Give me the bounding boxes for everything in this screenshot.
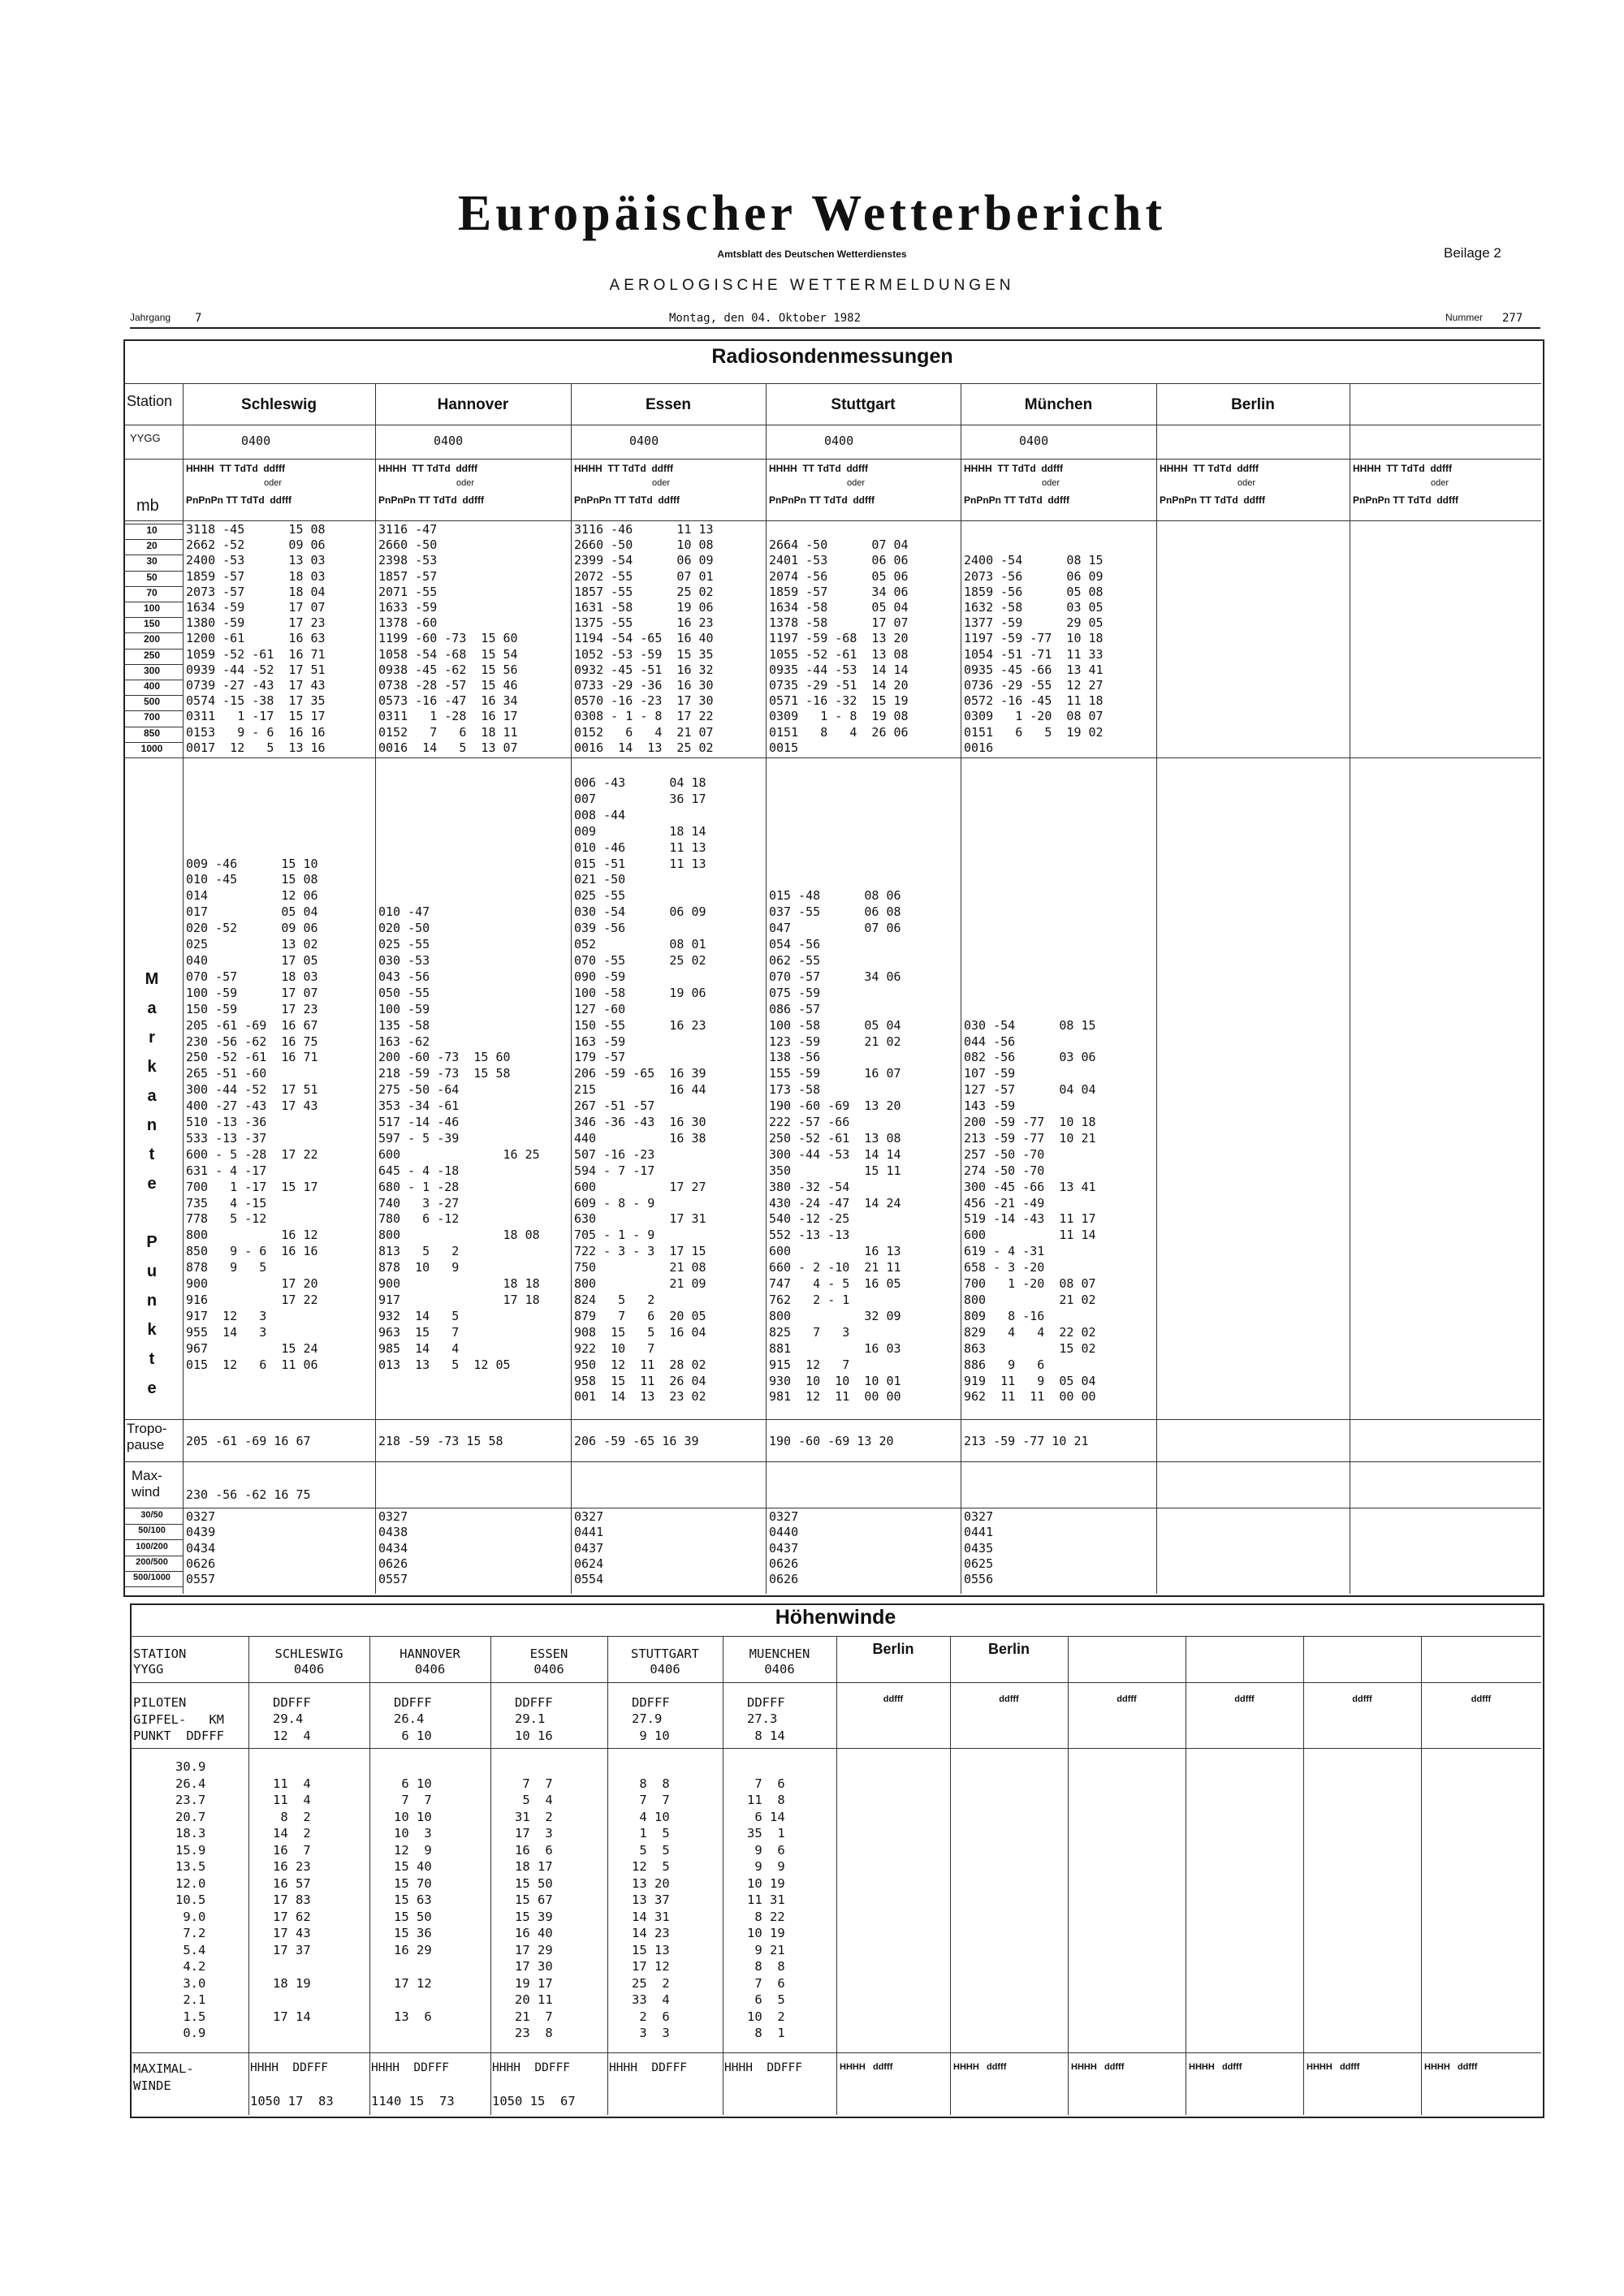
column-oder: oder [1042,478,1060,488]
col-line [1156,383,1157,1594]
column-oder: oder [264,478,283,488]
issue-line [130,312,1540,329]
gipfel-value: 27.3 8 14 [747,1711,785,1743]
column-head: PnPnPn TT TdTd ddfff [1353,494,1458,506]
level-label: 200 [143,633,161,645]
col-line [607,1636,608,2115]
tropopause-value: 206 -59 -65 16 39 [574,1434,699,1448]
max-head: HHHH DDFFF [250,2061,329,2074]
layer-value: 0327 [964,1509,994,1524]
col-line [836,1636,837,2115]
level-label: 100 [143,602,161,614]
std-data: 3116 -46 11 13 2660 -50 10 08 2399 -54 06 09 2072 -55 07 01 1857 -55 25 02 1631 -58 19 06 1375 -55 16 23 1194 -54 -65 16 40 1052 -53 -59 15 35 0932 -45 -51 16 32 0733 -29 -36 16 30 0570 -16 -23 17 30 0308 - 1 - 8 17 22 0152 6 4 21 07 0016 14 13 25 02 [574,522,714,755]
yygg-label: YYGG [130,432,161,444]
hw-station: ESSEN [529,1646,568,1661]
ddfff-head: ddfff [1471,1694,1492,1704]
column-head: HHHH TT TdTd ddfff [574,463,673,474]
level-label: 30 [146,555,158,568]
layer-line [123,1586,183,1587]
row-line [130,1748,1541,1749]
layer-value: 0626 [378,1556,408,1571]
gipfel-value: 29.1 10 16 [515,1711,553,1743]
col-line [375,383,376,1594]
tropopause-value: 218 -59 -73 15 58 [378,1434,503,1448]
wind-column: 6 10 7 7 10 10 10 3 12 9 15 40 15 70 15 63 15 50 15 36 16 29 17 12 13 6 [394,1776,432,2024]
col-line [490,1636,491,2115]
hw-time: 0406 [414,1662,446,1677]
max-head-small: HHHH ddfff [953,2062,1007,2072]
station-name: München [1024,396,1093,413]
column-head: PnPnPn TT TdTd ddfff [186,494,292,506]
std-data: 2400 -54 08 15 2073 -56 06 09 1859 -56 05 08 1632 -58 03 05 1377 -59 29 05 1197 -59 -77 10 18 1054 -51 -71 11 33 0935 -45 -66 13 41 0736 -29 -55 12 27 0572 -16 -45 11 18 0309 1 -20 08 07 0151 6 5 19 02 0016 [964,553,1104,755]
subtitle: Amtsblatt des Deutschen Wetterdienstes [717,248,907,260]
sounding-time: 0400 [241,434,271,448]
column-head: HHHH TT TdTd ddfff [378,463,477,474]
row-line [123,757,1541,758]
dd-head: DDFFF [273,1695,311,1710]
sounding-time: 0400 [629,434,659,448]
col-line [183,383,184,1594]
layer-line [123,1571,183,1572]
hw-station: MUENCHEN [749,1646,810,1661]
layer-line [123,1539,183,1540]
wind-column: 7 7 5 4 31 2 17 3 16 6 18 17 15 50 15 67 15 39 16 40 17 29 17 30 19 17 20 11 21 7 23 8 [515,1776,553,2040]
col-line [1421,1636,1422,2115]
level-label: 10 [146,524,158,536]
layer-value: 0626 [186,1556,216,1571]
column-head: HHHH TT TdTd ddfff [186,463,285,474]
layer-label: 30/50 [140,1510,163,1520]
tropopause-value: 190 -60 -69 13 20 [769,1434,894,1448]
sig-data: 030 -54 08 15 044 -56 082 -56 03 06 107 -59 127 -57 04 04 143 -59 200 -59 -77 10 18 213 -59 -77 10 21 257 -50 -70 274 -50 -70 300 -45 -66 13 41 456 -21 -49 519 -14 -43 11 17 600 11 14 619 - 4 -31 658 - 3 -20 700 1 -20 08 07 800 21 02 809 8 -16 829 4 4 22 02 863 15 02 886 9 6 919 11 9 05 04 962 11 11 00 00 [964,1017,1096,1405]
jahrgang-label: Jahrgang [130,312,171,323]
sig-data: 015 -48 08 06 037 -55 06 08 047 07 06 054 -56 062 -55 070 -57 34 06 075 -59 086 -57 100 -58 05 04 123 -59 21 02 138 -56 155 -59 16 07 173 -58 190 -60 -69 13 20 222 -57 -66 250 -52 -61 13 08 300 -44 -53 14 14 350 15 11 380 -32 -54 430 -24 -47 14 24 540 -12 -25 552 -13 -13 600 16 13 660 - 2 -10 21 11 747 4 - 5 16 05 762 2 - 1 800 32 09 825 7 3 881 16 03 915 12 7 930 10 10 10 01 981 12 11 00 00 [769,888,901,1405]
layer-value: 0437 [574,1540,604,1556]
nummer-value: 277 [1502,312,1523,325]
level-label: 70 [146,586,158,598]
gipfel-value: 26.4 6 10 [394,1711,432,1743]
layer-label: 100/200 [136,1541,168,1552]
station-name: Hannover [437,396,509,413]
layer-value: 0434 [378,1540,408,1556]
col-line [950,1636,951,2115]
hw-time: 0406 [650,1662,680,1677]
sounding-time: 0400 [434,434,464,448]
radiosonde-title: Radiosondenmessungen [711,345,953,368]
station-name: Schleswig [241,396,317,413]
hw-station: SCHLESWIG [274,1646,343,1661]
max-head-small: HHHH ddfff [1071,2062,1125,2072]
column-head: PnPnPn TT TdTd ddfff [769,494,875,506]
tropopause-value: 213 -59 -77 10 21 [964,1434,1089,1448]
layer-value: 0557 [378,1572,408,1587]
layer-value: 0438 [378,1525,408,1540]
level-label: 500 [143,696,161,708]
column-head: HHHH TT TdTd ddfff [769,463,868,474]
max-head: HHHH DDFFF [609,2061,688,2074]
layer-value: 0441 [574,1525,604,1540]
layer-value: 0327 [186,1509,216,1524]
dd-head: DDFFF [747,1695,785,1710]
maximalwinde-label: MAXIMAL- WINDE [133,2061,194,2093]
sig-data: 009 -46 15 10 010 -45 15 08 014 12 06 017 05 04 020 -52 09 06 025 13 02 040 17 05 070 -57 18 03 100 -59 17 07 150 -59 17 23 205 -61 -69 16 67 230 -56 -62 16 75 250 -52 -61 16 71 265 -51 -60 300 -44 -52 17 51 400 -27 -43 17 43 510 -13 -36 533 -13 -37 600 - 5 -28 17 22 631 - 4 -17 700 1 -17 15 17 735 4 -15 778 5 -12 800 16 12 850 9 - 6 16 16 878 9 5 900 17 20 916 17 22 917 12 3 955 14 3 967 15 24 015 12 6 11 06 [186,856,318,1372]
max-head: HHHH DDFFF [492,2061,571,2074]
hw-time: 0406 [764,1662,795,1677]
nummer-label: Nummer [1445,312,1484,323]
dd-head: DDFFF [515,1695,553,1710]
std-data: 3118 -45 15 08 2662 -52 09 06 2400 -53 13 03 1859 -57 18 03 2073 -57 18 04 1634 -59 17 07 1380 -59 17 23 1200 -61 16 63 1059 -52 -61 16 71 0939 -44 -52 17 51 0739 -27 -43 17 43 0574 -15 -38 17 35 0311 1 -17 15 17 0153 9 - 6 16 16 0017 12 5 13 16 [186,522,326,755]
ddfff-head: ddfff [1352,1694,1372,1704]
row-line [130,2052,1541,2053]
dd-head: DDFFF [632,1695,670,1710]
layer-label: 50/100 [138,1526,166,1536]
piloten-label: PILOTEN GIPFEL- KM PUNKT DDFFF [133,1695,224,1743]
layer-value: 0557 [186,1572,216,1587]
level-label: 700 [143,711,161,723]
max-value: 1050 17 83 [250,2094,334,2108]
layer-value: 0441 [964,1525,994,1540]
column-head: HHHH TT TdTd ddfff [1160,463,1259,474]
col-line [1303,1636,1304,2115]
hw-station-label: STATION [133,1646,187,1661]
hw-extra-station: Berlin [872,1641,914,1657]
ddfff-head: ddfff [1234,1694,1255,1704]
hw-station: HANNOVER [400,1646,460,1661]
column-oder: oder [1237,478,1256,488]
gipfel-value: 29.4 12 4 [273,1711,311,1743]
column-head: PnPnPn TT TdTd ddfff [1160,494,1265,506]
hw-extra-station: Berlin [987,1641,1030,1657]
max-value: 1140 15 73 [371,2094,455,2108]
wind-column: 8 8 7 7 4 10 1 5 5 5 12 5 13 20 13 37 14 31 14 23 15 13 17 12 25 2 33 4 2 6 3 3 [632,1776,670,2040]
layer-value: 0626 [769,1556,799,1571]
column-oder: oder [652,478,671,488]
maxwind-label: Max- wind [132,1468,162,1500]
level-label: 400 [143,680,161,692]
rule [130,1636,1541,1637]
max-head-small: HHHH ddfff [1424,2062,1478,2072]
col-line [248,1636,249,2115]
ddfff-head: ddfff [883,1694,904,1704]
max-head-small: HHHH ddfff [1189,2062,1242,2072]
row-line [123,459,1541,460]
layer-line [123,1524,183,1525]
station-name: Stuttgart [831,396,896,413]
row-line [123,1419,1541,1420]
layer-value: 0434 [186,1540,216,1556]
row-line [123,520,1541,521]
column-head: HHHH TT TdTd ddfff [1353,463,1452,474]
max-head: HHHH DDFFF [724,2061,803,2074]
level-label: 20 [146,540,158,552]
std-data: 3116 -47 2660 -50 2398 -53 1857 -57 2071 -55 1633 -59 1378 -60 1199 -60 -73 15 60 1058 -54 -68 15 54 0938 -45 -62 15 56 0738 -28 -57 15 46 0573 -16 -47 16 34 0311 1 -28 16 17 0152 7 6 18 11 0016 14 5 13 07 [378,522,518,755]
row-line [123,1461,1541,1462]
layer-label: 500/1000 [133,1573,171,1583]
beilage-label: Beilage 2 [1444,245,1501,261]
layer-value: 0439 [186,1525,216,1540]
jahrgang-value: 7 [195,312,202,325]
layer-value: 0435 [964,1540,994,1556]
level-label: 50 [146,571,158,583]
max-head: HHHH DDFFF [371,2061,450,2074]
level-label: 850 [143,727,161,739]
hw-yygg-label: YYGG [133,1662,164,1677]
column-head: PnPnPn TT TdTd ddfff [964,494,1069,506]
issue-date: Montag, den 04. Oktober 1982 [669,312,862,325]
hw-time: 0406 [533,1662,564,1677]
layer-value: 0556 [964,1572,994,1587]
max-head-small: HHHH ddfff [1307,2062,1360,2072]
tropopause-label: Tropo- pause [127,1421,167,1452]
mb-label: mb [136,497,159,515]
level-label: 300 [143,664,161,676]
column-head: PnPnPn TT TdTd ddfff [378,494,484,506]
layer-value: 0327 [769,1509,799,1524]
sig-data: 006 -43 04 18 007 36 17 008 -44 009 18 14 010 -46 11 13 015 -51 11 13 021 -50 025 -55 030 -54 06 09 039 -56 052 08 01 070 -55 25 02 090 -59 100 -58 19 06 127 -60 150 -55 16 23 163 -59 179 -57 206 -59 -65 16 39 215 16 44 267 -51 -57 346 -36 -43 16 30 440 16 38 507 -16 -23 594 - 7 -17 600 17 27 609 - 8 - 9 630 17 31 705 - 1 - 9 722 - 3 - 3 17 15 750 21 08 800 21 09 824 5 2 879 7 6 20 05 908 15 5 16 04 922 10 7 950 12 11 28 02 958 15 11 26 04 001 14 13 23 02 [574,775,706,1405]
hoehenwinde-title: Höhenwinde [775,1606,896,1629]
rule [123,383,1541,384]
col-line [369,1636,370,2115]
station-name: Essen [646,396,691,413]
std-data: 2664 -50 07 04 2401 -53 06 06 2074 -56 05 06 1859 -57 34 06 1634 -58 05 04 1378 -58 17 07 1197 -59 -68 13 20 1055 -52 -61 13 08 0935 -44 -53 14 14 0735 -29 -51 14 20 0571 -16 -32 15 19 0309 1 - 8 19 08 0151 8 4 26 06 0015 [769,537,909,755]
max-head-small: HHHH ddfff [840,2062,893,2072]
height-column: 30.9 26.4 23.7 20.7 18.3 15.9 13.5 12.0 10.5 9.0 7.2 5.4 4.2 3.0 2.1 1.5 0.9 [175,1759,206,2040]
layer-label: 200/500 [136,1556,168,1567]
markante-punkte-label: Markante Punkte [143,970,161,1409]
row-line [130,1682,1541,1683]
dd-head: DDFFF [394,1695,432,1710]
ddfff-head: ddfff [999,1694,1019,1704]
column-head: PnPnPn TT TdTd ddfff [574,494,680,506]
hw-time: 0406 [293,1662,325,1677]
maxwind-value: 230 -56 -62 16 75 [186,1487,311,1502]
sounding-time: 0400 [1019,434,1049,448]
layer-value: 0625 [964,1556,994,1571]
col-line [571,383,572,1594]
level-label: 250 [143,649,161,661]
layer-value: 0437 [769,1540,799,1556]
wind-column: 11 4 11 4 8 2 14 2 16 7 16 23 16 57 17 83 17 62 17 43 17 37 18 19 17 14 [273,1776,311,2024]
column-head: HHHH TT TdTd ddfff [964,463,1063,474]
layer-value: 0327 [574,1509,604,1524]
col-line [1068,1636,1069,2115]
max-value: 1050 15 67 [492,2094,576,2108]
level-label: 1000 [140,742,163,754]
station-name: Berlin [1231,396,1275,413]
layer-value: 0554 [574,1572,604,1587]
hw-station: STUTTGART [631,1646,699,1661]
col-line [766,383,767,1594]
ddfff-head: ddfff [1116,1694,1137,1704]
gipfel-value: 27.9 9 10 [632,1711,670,1743]
layer-value: 0327 [378,1509,408,1524]
column-oder: oder [847,478,866,488]
sig-data: 010 -47 020 -50 025 -55 030 -53 043 -56 050 -55 100 -59 135 -58 163 -62 200 -60 -73 15 60 218 -59 -73 15 58 275 -50 -64 353 -34 -61 517 -14 -46 597 - 5 -39 600 16 25 645 - 4 -18 680 - 1 -28 740 3 -27 780 6 -12 800 18 08 813 5 2 878 10 9 900 18 18 917 17 18 932 14 5 963 15 7 985 14 4 013 13 5 12 05 [378,904,540,1372]
page-title: Europäischer Wetterbericht [457,186,1167,241]
section-title: AEROLOGISCHE WETTERMELDUNGEN [609,277,1015,294]
layer-value: 0440 [769,1525,799,1540]
hoehenwinde-frame [130,1603,1544,2118]
column-oder: oder [456,478,475,488]
layer-value: 0624 [574,1556,604,1571]
station-label: Station [127,393,173,409]
sounding-time: 0400 [824,434,854,448]
level-label: 150 [143,618,161,630]
column-oder: oder [1431,478,1449,488]
tropopause-value: 205 -61 -69 16 67 [186,1434,311,1448]
layer-value: 0626 [769,1572,799,1587]
wind-column: 7 6 11 8 6 14 35 1 9 6 9 9 10 19 11 31 8 22 10 19 9 21 8 8 7 6 6 5 10 2 8 1 [747,1776,785,2040]
